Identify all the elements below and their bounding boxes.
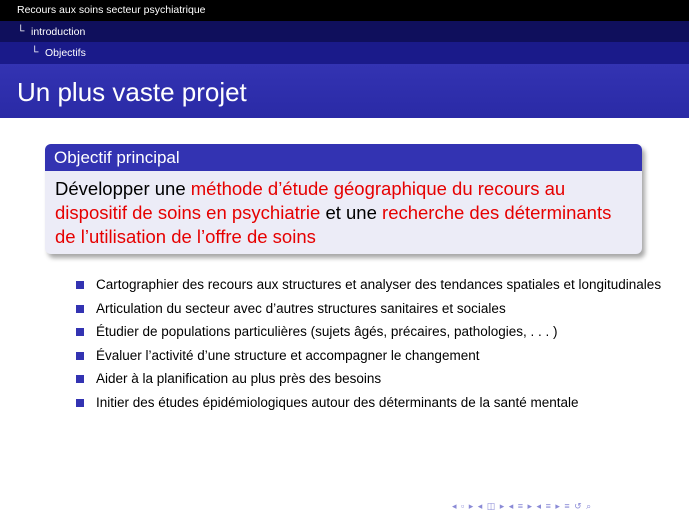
list-item-text: Évaluer l’activité d’une structure et accompagner le changement xyxy=(96,347,480,363)
headline-section-bar xyxy=(0,0,689,21)
block-text: Développer une xyxy=(55,178,191,199)
list-item xyxy=(76,347,676,364)
list-item xyxy=(76,370,676,387)
list-item-text: Articulation du secteur avec d’autres structures sanitaires et sociales xyxy=(96,300,506,316)
block-heading: Objectif principal xyxy=(45,144,642,171)
square-bullet-icon xyxy=(76,375,84,383)
square-bullet-icon xyxy=(76,352,84,360)
corner-arrow-icon: └ xyxy=(17,25,25,37)
list-item xyxy=(76,323,676,340)
square-bullet-icon xyxy=(76,281,84,289)
list-item xyxy=(76,276,676,293)
navigation-symbols[interactable]: ◂ ▫ ▸ ◂ ◫ ▸ ◂ ≡ ▸ ◂ ≡ ▸ ≡ ↺ ⌕ xyxy=(452,501,593,511)
list-item xyxy=(76,394,676,411)
headline-subsection-bar xyxy=(0,21,689,42)
block-text: et une xyxy=(320,202,383,223)
list-item-text: Initier des études épidémiologiques autour des déterminants de la santé mentale xyxy=(96,394,579,410)
list-item-text: Étudier de populations particulières (sujets âgés, précaires, pathologies, . . . ) xyxy=(96,324,558,339)
headline-subsubsection[interactable]: Objectifs xyxy=(45,47,86,59)
list-item-text: Aider à la planification au plus près des besoins xyxy=(96,371,382,386)
block-body xyxy=(45,171,642,249)
headline-section[interactable]: Recours aux soins secteur psychiatrique xyxy=(17,4,206,16)
square-bullet-icon xyxy=(76,328,84,336)
frame-title-bar xyxy=(0,64,689,118)
headline-subsection[interactable]: introduction xyxy=(31,26,86,38)
block-highlight: méthode d’étude géographique du recours au dispositif de soins en psychiatrie xyxy=(55,178,566,223)
objectives-list xyxy=(76,276,676,417)
block-highlight: recherche des déterminants de l’utilisation de l’offre de soins xyxy=(55,202,612,247)
headline-subsubsection-bar xyxy=(0,42,689,64)
list-item xyxy=(76,300,676,317)
frame-title: Un plus vaste projet xyxy=(17,77,247,107)
objective-block xyxy=(45,144,642,254)
list-item-text: Cartographier des recours aux structures et analyser des tendances spatiales et longitudinales xyxy=(96,277,662,292)
square-bullet-icon xyxy=(76,305,84,313)
corner-arrow-icon: └ xyxy=(31,46,39,58)
square-bullet-icon xyxy=(76,399,84,407)
